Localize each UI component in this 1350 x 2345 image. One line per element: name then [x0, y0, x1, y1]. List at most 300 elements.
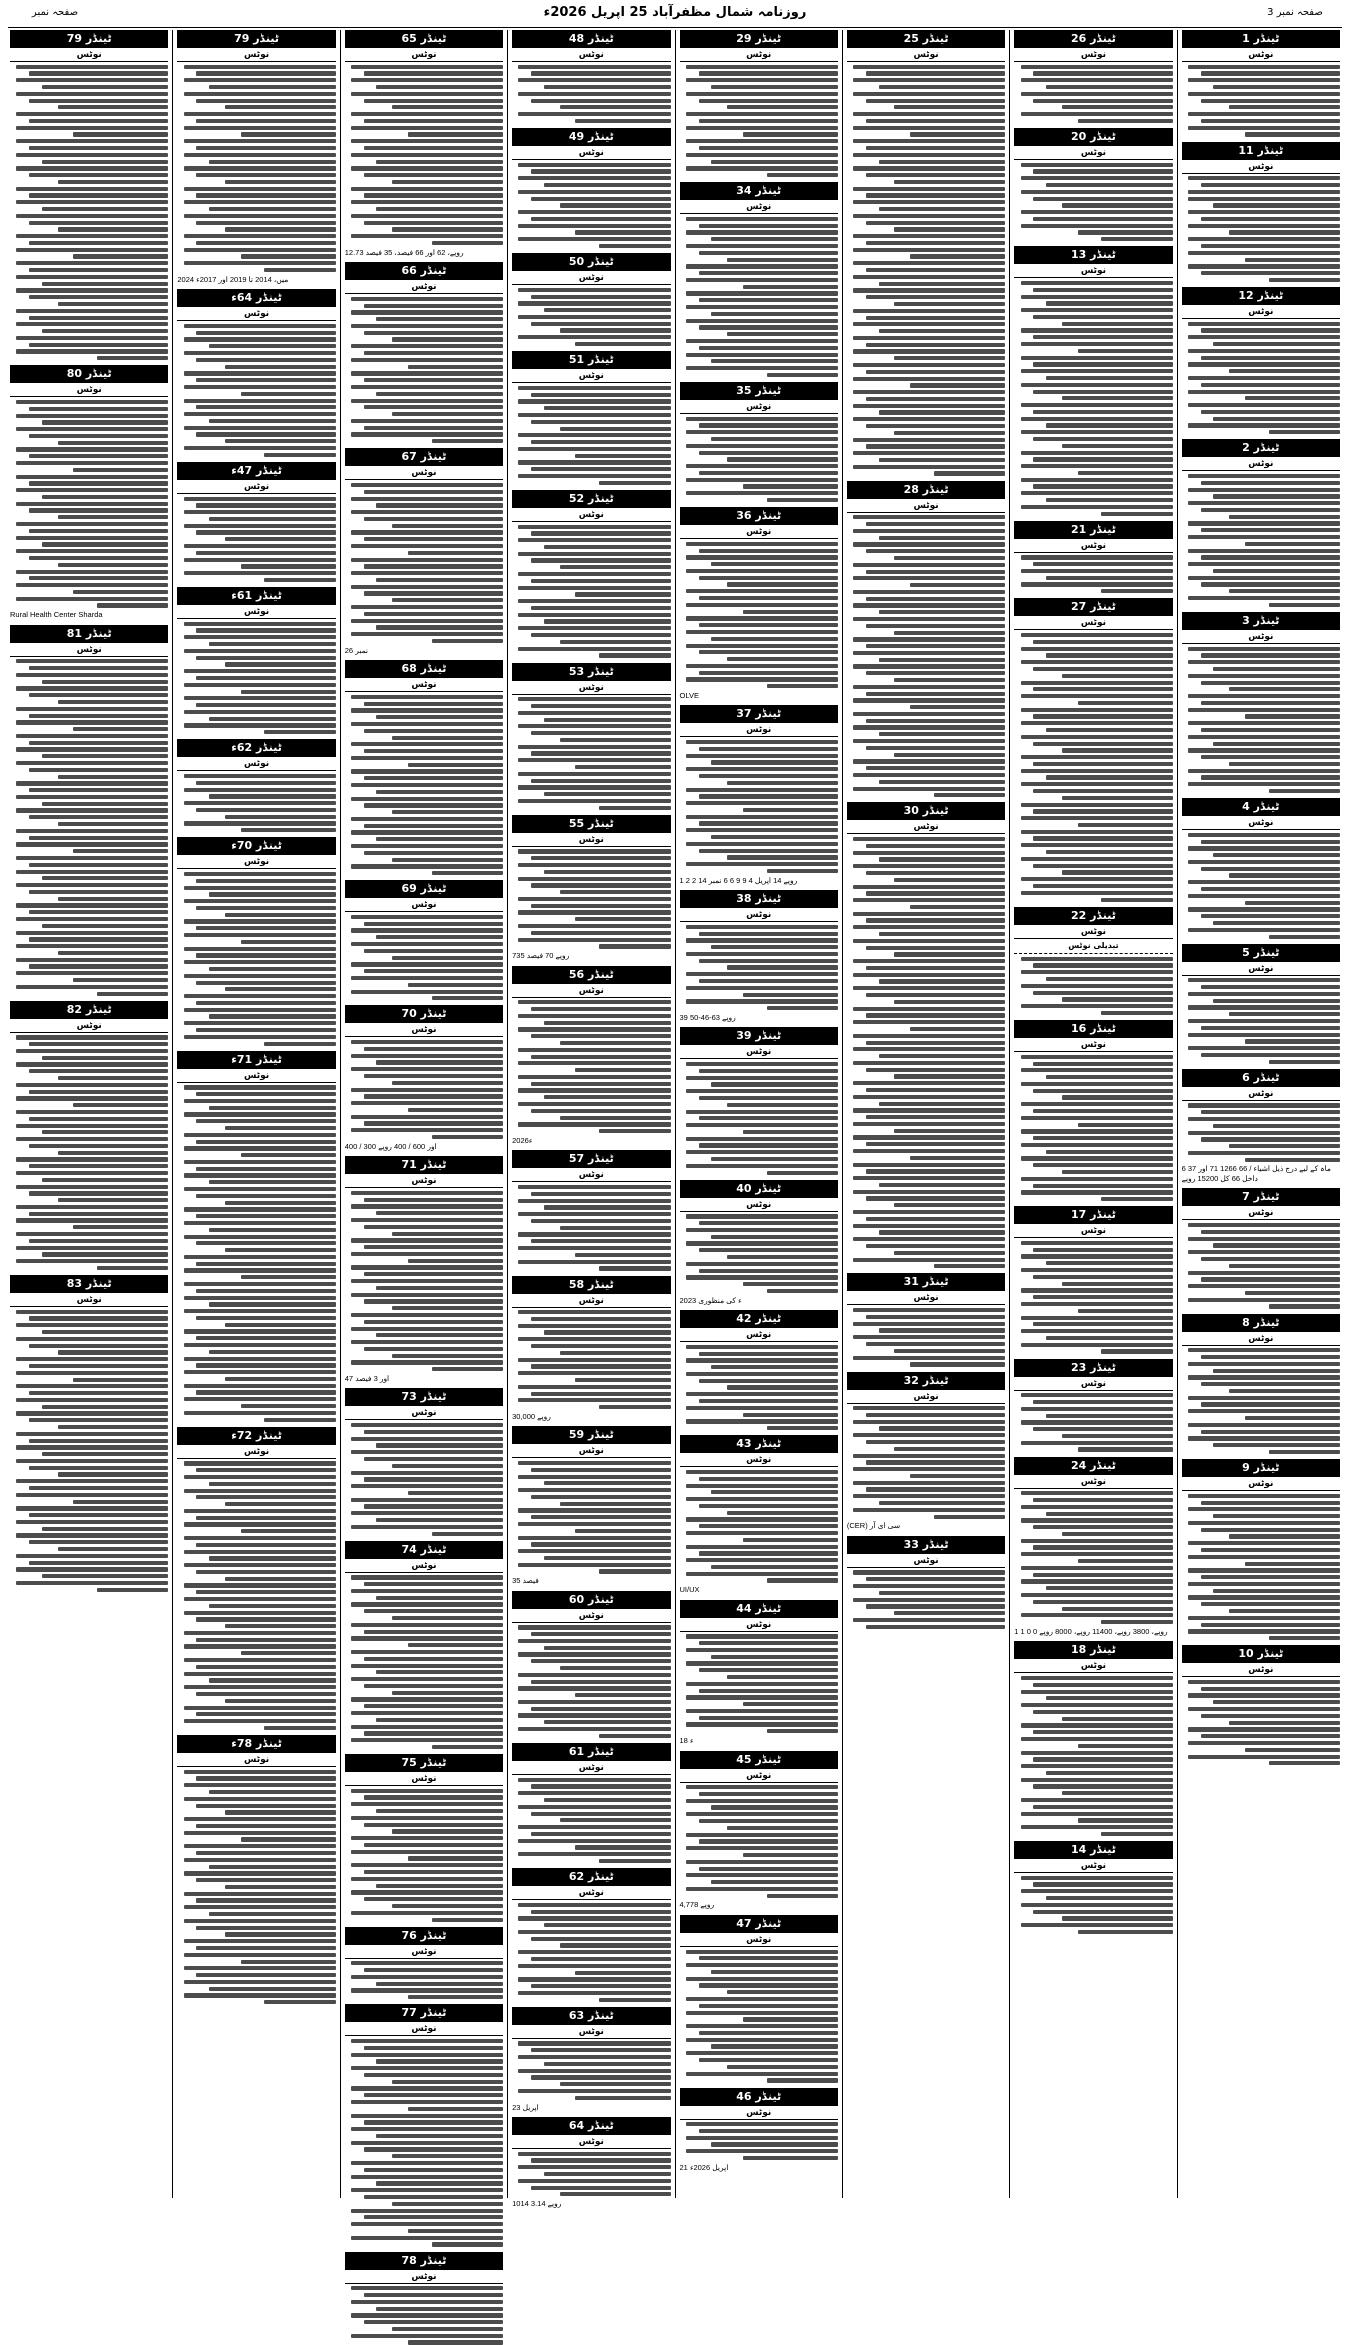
tender-notice-title: ٹینڈر 30 — [847, 802, 1005, 820]
tender-notice-body — [345, 1575, 503, 1749]
tender-notice-body — [512, 1461, 670, 1574]
tender-notice-subtitle: نوٹس — [1182, 964, 1340, 976]
tender-notice-title: ٹینڈر 44 — [680, 1600, 838, 1618]
tender-notice — [512, 966, 670, 1146]
tender-notice-title: ٹینڈر 35 — [680, 382, 838, 400]
tender-notice-detail: 1014 روپے 3.14 — [512, 2199, 562, 2209]
tender-notice — [345, 660, 503, 875]
tender-notice-title: ٹینڈر 58 — [512, 1276, 670, 1294]
tender-notice-body — [1014, 281, 1172, 516]
tender-notice-body — [1014, 1491, 1172, 1624]
tender-notice-detail: 1 2 2 روپے 14 اپریل 4 9 9 6 6 نمبر 14 — [679, 875, 798, 885]
tender-notice-title: ٹینڈر 77 — [345, 2004, 503, 2022]
tender-notice — [680, 890, 838, 1022]
tender-notice-subtitle: نوٹس — [345, 2272, 503, 2284]
tender-notice — [512, 253, 670, 346]
tender-notice — [1014, 30, 1172, 123]
tender-notice-body — [512, 288, 670, 346]
tender-notice-body — [1182, 1103, 1340, 1161]
tender-notice — [680, 2088, 838, 2173]
tender-notice-body — [1182, 833, 1340, 939]
tender-notice-subtitle: نوٹس — [680, 527, 838, 539]
tender-notice — [512, 2117, 670, 2209]
tender-notice-subtitle: نوٹس — [1014, 1661, 1172, 1673]
tender-notice-subtitle: نوٹس — [680, 725, 838, 737]
tender-notice-subtitle: نوٹس — [512, 1446, 670, 1458]
tender-notice-body — [1182, 1348, 1340, 1454]
tender-notice-subtitle: نوٹس — [847, 1293, 1005, 1305]
tender-notice-title: ٹینڈر 21 — [1014, 521, 1172, 539]
tender-notice-subtitle: نوٹس — [1182, 632, 1340, 644]
tender-notice-title: ٹینڈر 51 — [512, 351, 670, 369]
tender-notice-body — [1014, 1676, 1172, 1836]
tender-notice-title: ٹینڈر 24 — [1014, 1457, 1172, 1475]
tender-notice-title: ٹینڈر 37 — [680, 705, 838, 723]
tender-notice-body — [1182, 65, 1340, 137]
tender-notice-body — [177, 622, 335, 735]
tender-notice-title: ٹینڈر 22 — [1014, 907, 1172, 925]
tender-notice-detail: 2026ء — [512, 1135, 533, 1145]
tender-notice-subtitle: نوٹس — [345, 1176, 503, 1188]
tender-notice-subtitle: نوٹس — [1014, 266, 1172, 278]
masthead-left-label: صفحہ نمبر 3 — [1267, 7, 1323, 18]
tender-notice-title: ٹینڈر 28 — [847, 481, 1005, 499]
tender-notice-body — [10, 659, 168, 995]
tender-notice-subtitle: نوٹس — [345, 282, 503, 294]
tender-notice-body — [512, 2041, 670, 2099]
tender-notice-subtitle: نوٹس — [10, 1295, 168, 1307]
tender-notice-subtitle: نوٹس — [1182, 459, 1340, 471]
tender-notice-title: ٹینڈر 79 — [10, 30, 168, 48]
tender-notice-detail: 47 اور 3 فیصد — [344, 1373, 390, 1383]
tender-notice-subtitle: نوٹس — [847, 1392, 1005, 1404]
tender-notice-title: ٹینڈر 14 — [1014, 1841, 1172, 1859]
tender-notice-title: ٹینڈر 67 — [345, 448, 503, 466]
tender-notice-title: ٹینڈر 9 — [1182, 1459, 1340, 1477]
tender-notice-detail: 400 / 300 اور 600 / 400 روپے — [344, 1141, 437, 1151]
tender-notice-title: ٹینڈر 74 — [345, 1541, 503, 1559]
tender-notice-body — [512, 386, 670, 485]
tender-notice-title: ٹینڈر 3 — [1182, 612, 1340, 630]
tender-notice-body — [512, 163, 670, 249]
newspaper-column — [675, 30, 842, 2198]
dashed-divider — [1014, 953, 1172, 954]
tender-notice-subtitle: نوٹس — [512, 2027, 670, 2039]
tender-notice-title: ٹینڈر 47ء — [177, 462, 335, 480]
tender-notice-title: ٹینڈر 13 — [1014, 246, 1172, 264]
tender-notice — [512, 128, 670, 248]
tender-notice-title: ٹینڈر 48 — [512, 30, 670, 48]
tender-notice-body — [10, 400, 168, 608]
tender-notice-title: ٹینڈر 62 — [512, 1868, 670, 1886]
tender-notice-subtitle: نوٹس — [680, 1200, 838, 1212]
tender-notice-body — [345, 1789, 503, 1922]
tender-notice-subtitle: نوٹس — [512, 1611, 670, 1623]
tender-notice — [1182, 287, 1340, 434]
tender-notice — [1014, 1457, 1172, 1637]
tender-notice-title: ٹینڈر 1 — [1182, 30, 1340, 48]
tender-notice — [1182, 1314, 1340, 1455]
tender-notice-title: ٹینڈر 57 — [512, 1150, 670, 1168]
tender-notice-body — [1182, 322, 1340, 435]
tender-notice — [1014, 1206, 1172, 1353]
tender-notice-body — [512, 65, 670, 123]
tender-notice-title: ٹینڈر 36 — [680, 507, 838, 525]
tender-notice — [345, 1388, 503, 1535]
tender-notice-subtitle: نوٹس — [1182, 1208, 1340, 1220]
tender-notice-subtitle: نوٹس — [1014, 148, 1172, 160]
tender-notice-body — [512, 1000, 670, 1133]
tender-notice-detail: 26 نمبر — [344, 645, 369, 655]
tender-notice — [512, 1426, 670, 1585]
tender-notice-subtitle: نوٹس — [177, 1755, 335, 1767]
tender-notice — [512, 2007, 670, 2112]
tender-notice — [680, 1435, 838, 1594]
page-title: روزنامہ شمال مظفرآباد 25 اپریل 2026ء — [543, 5, 807, 20]
tender-notice — [512, 1591, 670, 1738]
tender-notice-body — [847, 515, 1005, 797]
tender-notice — [345, 1541, 503, 1749]
tender-notice-subtitle: نوٹس — [512, 510, 670, 522]
tender-notice-detail: 6 ماہ کے لیے درج ذیل اشیاء / 66 1266 71 اور 37 داخل 66 کل 15200 روپے — [1181, 1164, 1331, 1183]
tender-notice-subtitle: نوٹس — [512, 986, 670, 998]
tender-notice-body — [345, 65, 503, 246]
tender-notice — [1182, 1645, 1340, 1765]
tender-notice-title: ٹینڈر 61 — [512, 1743, 670, 1761]
tender-notice — [1182, 142, 1340, 283]
tender-notice-subtitle: نوٹس — [680, 910, 838, 922]
tender-notice-subtitle: نوٹس — [345, 1774, 503, 1786]
tender-notice-subtitle: نوٹس — [177, 1071, 335, 1083]
tender-notice-body — [177, 1770, 335, 2005]
tender-notice-body — [345, 2039, 503, 2247]
tender-notice-subtitle: نوٹس — [177, 1447, 335, 1459]
tender-notice-body — [680, 65, 838, 178]
tender-notice-title: ٹینڈر 59 — [512, 1426, 670, 1444]
tender-notice-subtitle: نوٹس — [512, 273, 670, 285]
tender-notice-body — [1182, 647, 1340, 794]
tender-notice-subtitle: نوٹس — [177, 759, 335, 771]
tender-notice-title: ٹینڈر 32 — [847, 1372, 1005, 1390]
tender-notice-title: ٹینڈر 70 — [345, 1005, 503, 1023]
tender-notice-body — [10, 1035, 168, 1270]
tender-notice-title: ٹینڈر 68 — [345, 660, 503, 678]
tender-notice-body — [680, 1214, 838, 1293]
tender-notice-body — [512, 525, 670, 658]
tender-notice — [1014, 907, 1172, 1015]
tender-notice — [10, 1275, 168, 1592]
tender-notice-body — [847, 1406, 1005, 1519]
tender-notice-body — [1182, 176, 1340, 282]
tender-notice — [177, 289, 335, 457]
tender-notice-body — [10, 1310, 168, 1592]
tender-notice-subtitle: نوٹس — [680, 1047, 838, 1059]
tender-notice-title: ٹینڈر 20 — [1014, 128, 1172, 146]
tender-notice-subtitle: نوٹس — [512, 371, 670, 383]
tender-notice — [1182, 1188, 1340, 1308]
tender-notice — [680, 1600, 838, 1746]
tender-notice-subtitle: نوٹس — [512, 148, 670, 160]
tender-notice-title: ٹینڈر 18 — [1014, 1641, 1172, 1659]
tender-notice-subtitle: نوٹس — [10, 645, 168, 657]
tender-notice-title: ٹینڈر 45 — [680, 1751, 838, 1769]
tender-notice-subtitle: نوٹس — [680, 1455, 838, 1467]
tender-notice-body — [680, 2122, 838, 2160]
tender-notice-kicker: تبدیلی نوٹس — [1068, 940, 1119, 950]
tender-notice-title: ٹینڈر 64 — [512, 2117, 670, 2135]
tender-notice-body — [512, 2152, 670, 2197]
tender-notice-title: ٹینڈر 33 — [847, 1536, 1005, 1554]
tender-notice — [345, 1005, 503, 1151]
tender-notice — [847, 30, 1005, 476]
tender-notice-subtitle: نوٹس — [345, 1408, 503, 1420]
tender-notice-subtitle: نوٹس — [1182, 50, 1340, 62]
tender-notice-body — [1182, 1494, 1340, 1641]
tender-notice — [177, 587, 335, 734]
tender-notice — [1182, 944, 1340, 1064]
tender-notice-title: ٹینڈر 8 — [1182, 1314, 1340, 1332]
tender-notice-title: ٹینڈر 60 — [512, 1591, 670, 1609]
tender-notice-subtitle: نوٹس — [10, 50, 168, 62]
tender-notice — [512, 1868, 670, 2002]
tender-notice-title: ٹینڈر 72ء — [177, 1427, 335, 1445]
tender-notice-title: ٹینڈر 62ء — [177, 739, 335, 757]
tender-notice-detail: 1 1 0 0 روپے، 3800 روپے، 11400 روپے، 8000 روپے — [1014, 1626, 1168, 1636]
tender-notice-title: ٹینڈر 75 — [345, 1754, 503, 1772]
tender-notice-title: ٹینڈر 78 — [345, 2252, 503, 2270]
newspaper-column — [842, 30, 1009, 2198]
tender-notice — [345, 1927, 503, 2000]
column-container — [6, 30, 1344, 2282]
tender-notice-detail: 30,000 روپے — [512, 1411, 551, 1421]
tender-notice-subtitle: نوٹس — [177, 50, 335, 62]
tender-notice-title: ٹینڈر 79 — [177, 30, 335, 48]
tender-notice-subtitle: نوٹس — [680, 1935, 838, 1947]
tender-notice-title: ٹینڈر 4 — [1182, 798, 1340, 816]
tender-notice-subtitle: نوٹس — [1014, 50, 1172, 62]
tender-notice-body — [680, 417, 838, 503]
newspaper-column — [6, 30, 172, 2198]
tender-notice-body — [1014, 1241, 1172, 1354]
tender-notice-subtitle: نوٹس — [10, 385, 168, 397]
tender-notice-body — [345, 483, 503, 643]
tender-notice-detail: UI/UX — [679, 1585, 700, 1595]
tender-notice-title: ٹینڈر 12 — [1182, 287, 1340, 305]
tender-notice — [847, 1536, 1005, 1629]
tender-notice — [512, 1743, 670, 1863]
tender-notice-subtitle: نوٹس — [345, 680, 503, 692]
tender-notice — [1014, 598, 1172, 901]
tender-notice-title: ٹینڈر 65 — [345, 30, 503, 48]
newspaper-column — [1177, 30, 1344, 2198]
tender-notice — [345, 1754, 503, 1922]
tender-notice-title: ٹینڈر 5 — [1182, 944, 1340, 962]
tender-notice — [177, 30, 335, 284]
tender-notice — [680, 1180, 838, 1305]
tender-notice — [1182, 612, 1340, 793]
tender-notice-subtitle: نوٹس — [1014, 1477, 1172, 1489]
tender-notice-body — [177, 1085, 335, 1421]
tender-notice-subtitle: نوٹس — [10, 1021, 168, 1033]
tender-notice-title: ٹینڈر 27 — [1014, 598, 1172, 616]
tender-notice-body — [1014, 633, 1172, 902]
tender-notice-subtitle: نوٹس — [345, 1947, 503, 1959]
tender-notice — [10, 1001, 168, 1270]
tender-notice-title: ٹینڈر 53 — [512, 663, 670, 681]
tender-notice — [1014, 1359, 1172, 1452]
tender-notice-body — [680, 1634, 838, 1733]
tender-notice-title: ٹینڈر 64ء — [177, 289, 335, 307]
tender-notice — [847, 1273, 1005, 1366]
tender-notice-subtitle: نوٹس — [1014, 1226, 1172, 1238]
tender-notice-detail: 2023 ء کی منظوری — [679, 1295, 742, 1305]
tender-notice-body — [680, 1062, 838, 1175]
tender-notice — [1182, 439, 1340, 607]
tender-notice-subtitle: نوٹس — [1014, 1379, 1172, 1391]
tender-notice-title: ٹینڈر 23 — [1014, 1359, 1172, 1377]
tender-notice-body — [847, 65, 1005, 476]
tender-notice-subtitle: نوٹس — [512, 1296, 670, 1308]
tender-notice-subtitle: نوٹس — [1182, 1089, 1340, 1101]
tender-notice-title: ٹینڈر 29 — [680, 30, 838, 48]
tender-notice — [177, 1735, 335, 2004]
tender-notice-body — [680, 217, 838, 377]
tender-notice-detail: 35 فیصد — [512, 1576, 539, 1586]
tender-notice-body — [680, 1950, 838, 2083]
tender-notice-body — [1182, 474, 1340, 607]
tender-notice-subtitle: نوٹس — [680, 1771, 838, 1783]
tender-notice-subtitle: نوٹس — [1014, 1040, 1172, 1052]
tender-notice-subtitle: نوٹس — [847, 1556, 1005, 1568]
tender-notice — [1182, 30, 1340, 137]
tender-notice-detail: 39 روپے 63-46-50 — [679, 1012, 736, 1022]
tender-notice-body — [1182, 978, 1340, 1064]
tender-notice-subtitle: نوٹس — [680, 202, 838, 214]
tender-notice-body — [1014, 1055, 1172, 1202]
tender-notice-subtitle: نوٹس — [1182, 1479, 1340, 1491]
tender-notice — [1182, 798, 1340, 939]
tender-notice — [1014, 1841, 1172, 1934]
tender-notice — [680, 1915, 838, 2083]
tender-notice-subtitle: نوٹس — [1182, 307, 1340, 319]
tender-notice-body — [1014, 163, 1172, 242]
tender-notice-body — [680, 1345, 838, 1431]
tender-notice — [345, 448, 503, 655]
tender-notice-title: ٹینڈر 83 — [10, 1275, 168, 1293]
tender-notice-title: ٹینڈر 2 — [1182, 439, 1340, 457]
tender-notice-subtitle: نوٹس — [1182, 818, 1340, 830]
tender-notice-body — [680, 542, 838, 689]
tender-notice-title: ٹینڈر 69 — [345, 880, 503, 898]
tender-notice — [680, 507, 838, 700]
tender-notice-subtitle: نوٹس — [1014, 541, 1172, 553]
tender-notice — [177, 1427, 335, 1730]
tender-notice — [1014, 1641, 1172, 1836]
tender-notice-subtitle: نوٹس — [847, 822, 1005, 834]
tender-notice-title: ٹینڈر 31 — [847, 1273, 1005, 1291]
tender-notice-title: ٹینڈر 11 — [1182, 142, 1340, 160]
newspaper-column — [507, 30, 674, 2209]
tender-notice-body — [345, 1191, 503, 1372]
tender-notice-body — [1014, 555, 1172, 593]
tender-notice-body — [512, 1185, 670, 1271]
tender-notice — [345, 1156, 503, 1383]
tender-notice-body — [680, 740, 838, 873]
tender-notice-body — [177, 774, 335, 832]
tender-notice-body — [345, 1423, 503, 1536]
tender-notice-title: ٹینڈر 71 — [345, 1156, 503, 1174]
masthead-divider — [8, 27, 1342, 28]
tender-notice-subtitle: نوٹس — [345, 900, 503, 912]
tender-notice-body — [1014, 957, 1172, 1015]
tender-notice — [1014, 521, 1172, 594]
tender-notice — [847, 802, 1005, 1268]
tender-notice-title: ٹینڈر 66 — [345, 262, 503, 280]
tender-notice — [1014, 1020, 1172, 1201]
tender-notice-subtitle: نوٹس — [1182, 1334, 1340, 1346]
tender-notice-body — [177, 65, 335, 273]
tender-notice-subtitle: نوٹس — [1014, 618, 1172, 630]
tender-notice-detail: (CER) سی ای آر — [846, 1521, 901, 1531]
tender-notice — [345, 262, 503, 443]
tender-notice-body — [177, 1461, 335, 1730]
tender-notice-body — [10, 65, 168, 361]
tender-notice — [1014, 246, 1172, 515]
tender-notice-title: ٹینڈر 82 — [10, 1001, 168, 1019]
tender-notice-detail: OLVE — [679, 690, 699, 700]
tender-notice-body — [680, 925, 838, 1011]
tender-notice-subtitle: نوٹس — [177, 857, 335, 869]
tender-notice-title: ٹینڈر 78ء — [177, 1735, 335, 1753]
tender-notice — [512, 490, 670, 658]
newspaper-column — [172, 30, 339, 2198]
tender-notice-title: ٹینڈر 50 — [512, 253, 670, 271]
tender-notice-title: ٹینڈر 10 — [1182, 1645, 1340, 1663]
tender-notice-subtitle: نوٹس — [345, 2024, 503, 2036]
tender-notice-body — [847, 837, 1005, 1268]
tender-notice — [10, 365, 168, 619]
tender-notice-body — [345, 2286, 503, 2344]
tender-notice-body — [512, 697, 670, 810]
tender-notice-body — [1014, 1393, 1172, 1451]
tender-notice-body — [345, 695, 503, 876]
tender-notice-body — [1014, 65, 1172, 123]
tender-notice-body — [345, 915, 503, 1001]
tender-notice-subtitle: نوٹس — [177, 607, 335, 619]
tender-notice-body — [1182, 1680, 1340, 1766]
tender-notice-title: ٹینڈر 55 — [512, 815, 670, 833]
tender-notice — [10, 625, 168, 996]
tender-notice — [680, 1310, 838, 1430]
tender-notice-subtitle: نوٹس — [345, 50, 503, 62]
tender-notice — [1014, 128, 1172, 241]
tender-notice-title: ٹینڈر 61ء — [177, 587, 335, 605]
tender-notice-title: ٹینڈر 73 — [345, 1388, 503, 1406]
tender-notice-body — [680, 1785, 838, 1898]
tender-notice-subtitle: نوٹس — [345, 1561, 503, 1573]
tender-notice — [512, 1150, 670, 1270]
tender-notice-title: ٹینڈر 49 — [512, 128, 670, 146]
tender-notice-title: ٹینڈر 39 — [680, 1027, 838, 1045]
tender-notice-title: ٹینڈر 56 — [512, 966, 670, 984]
tender-notice-subtitle: نوٹس — [512, 683, 670, 695]
tender-notice-body — [177, 497, 335, 583]
masthead-right-label: صفحہ نمبر — [31, 7, 79, 18]
tender-notice-title: ٹینڈر 80 — [10, 365, 168, 383]
tender-notice-subtitle: نوٹس — [847, 501, 1005, 513]
tender-notice-title: ٹینڈر 34 — [680, 182, 838, 200]
masthead — [6, 4, 1344, 26]
